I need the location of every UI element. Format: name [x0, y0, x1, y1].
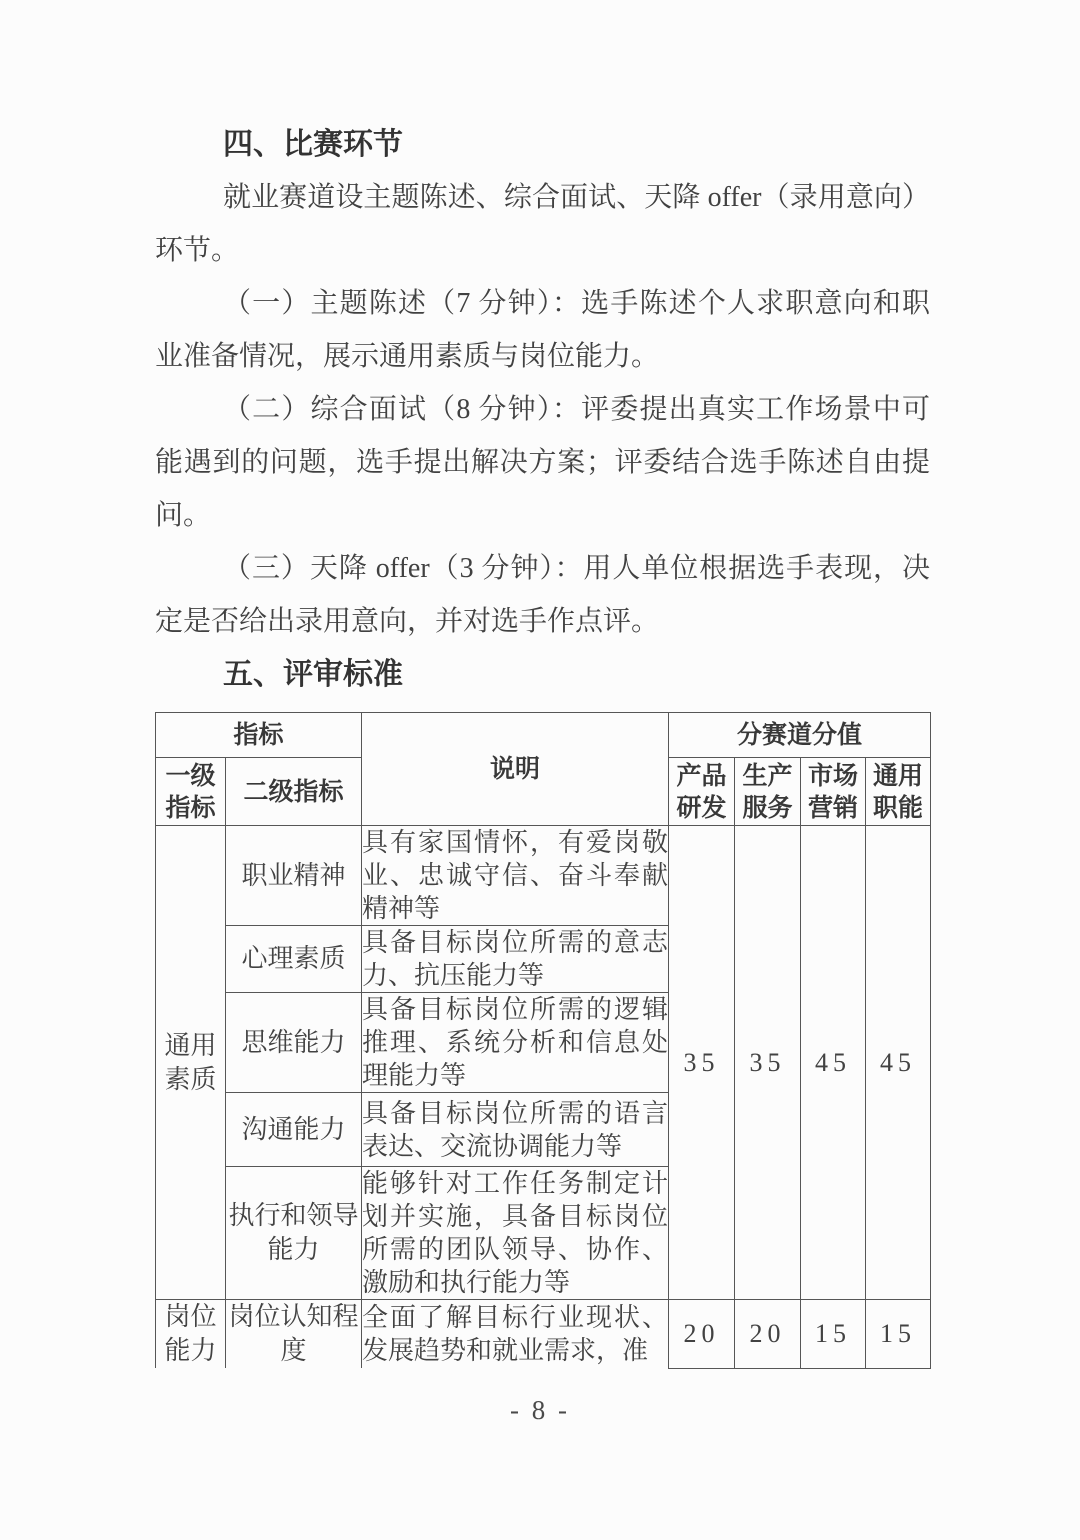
th-score-group: 分赛道分值 [669, 713, 931, 758]
cell-description: 具备目标岗位所需的语言表达、交流协调能力等 [362, 1093, 669, 1167]
section-heading-review-criteria: 五、评审标准 [223, 658, 403, 691]
cell-level2: 岗位认知程度 [226, 1300, 362, 1369]
cell-score: 35 [735, 826, 801, 1300]
paragraph-item2-line: 能遇到的问题，选手提出解决方案；评委结合选手陈述自由提 [155, 447, 930, 478]
cell-level1-general-quality: 通用素质 [156, 826, 226, 1300]
cell-level2: 职业精神 [226, 826, 362, 926]
cell-description: 全面了解目标行业现状、发展趋势和就业需求，准 [362, 1300, 669, 1369]
paragraph-intro-line: 就业赛道设主题陈述、综合面试、天降 offer（录用意向） [223, 182, 930, 213]
cell-score: 20 [735, 1300, 801, 1369]
cell-score: 45 [801, 826, 866, 1300]
table-row [156, 826, 931, 926]
cell-level2: 心理素质 [226, 926, 362, 993]
th-description: 说明 [362, 713, 669, 826]
cell-score: 35 [669, 826, 735, 1300]
th-level2: 二级指标 [226, 758, 362, 826]
cell-description: 具有家国情怀，有爱岗敬业、忠诚守信、奋斗奉献精神等 [362, 826, 669, 926]
cell-score: 20 [669, 1300, 735, 1369]
cell-level2: 执行和领导能力 [226, 1167, 362, 1300]
paragraph-intro-line: 环节。 [155, 235, 240, 266]
paragraph-item1-line: （一）主题陈述（7 分钟）：选手陈述个人求职意向和职 [223, 288, 930, 319]
table-row [156, 1300, 931, 1369]
th-track-production-service: 生产服务 [735, 758, 801, 826]
criteria-table [155, 712, 931, 1369]
cell-level2: 思维能力 [226, 993, 362, 1093]
paragraph-item2-line: （二）综合面试（8 分钟）：评委提出真实工作场景中可 [223, 394, 930, 425]
page-number: - 8 - [510, 1395, 570, 1425]
paragraph-item1-line: 业准备情况，展示通用素质与岗位能力。 [155, 341, 660, 372]
th-track-marketing: 市场营销 [801, 758, 866, 826]
section-heading-competition-stages: 四、比赛环节 [223, 128, 403, 161]
cell-description: 能够针对工作任务制定计划并实施，具备目标岗位所需的团队领导、协作、激励和执行能力等 [362, 1167, 669, 1300]
cell-score: 15 [866, 1300, 931, 1369]
paragraph-item3-line: （三）天降 offer（3 分钟）：用人单位根据选手表现，决 [223, 553, 930, 584]
paragraph-item2-line: 问。 [155, 500, 212, 531]
cell-score: 15 [801, 1300, 866, 1369]
cell-description: 具备目标岗位所需的逻辑推理、系统分析和信息处理能力等 [362, 993, 669, 1093]
cell-score: 45 [866, 826, 931, 1300]
th-track-general-function: 通用职能 [866, 758, 931, 826]
th-indicator: 指标 [156, 713, 362, 758]
cell-level1-post-ability: 岗位能力 [156, 1300, 226, 1369]
paragraph-item3-line: 定是否给出录用意向，并对选手作点评。 [155, 606, 660, 637]
cell-description: 具备目标岗位所需的意志力、抗压能力等 [362, 926, 669, 993]
th-track-product-rd: 产品研发 [669, 758, 735, 826]
page-content [155, 118, 930, 1369]
cell-level2: 沟通能力 [226, 1093, 362, 1167]
th-level1: 一级指标 [156, 758, 226, 826]
